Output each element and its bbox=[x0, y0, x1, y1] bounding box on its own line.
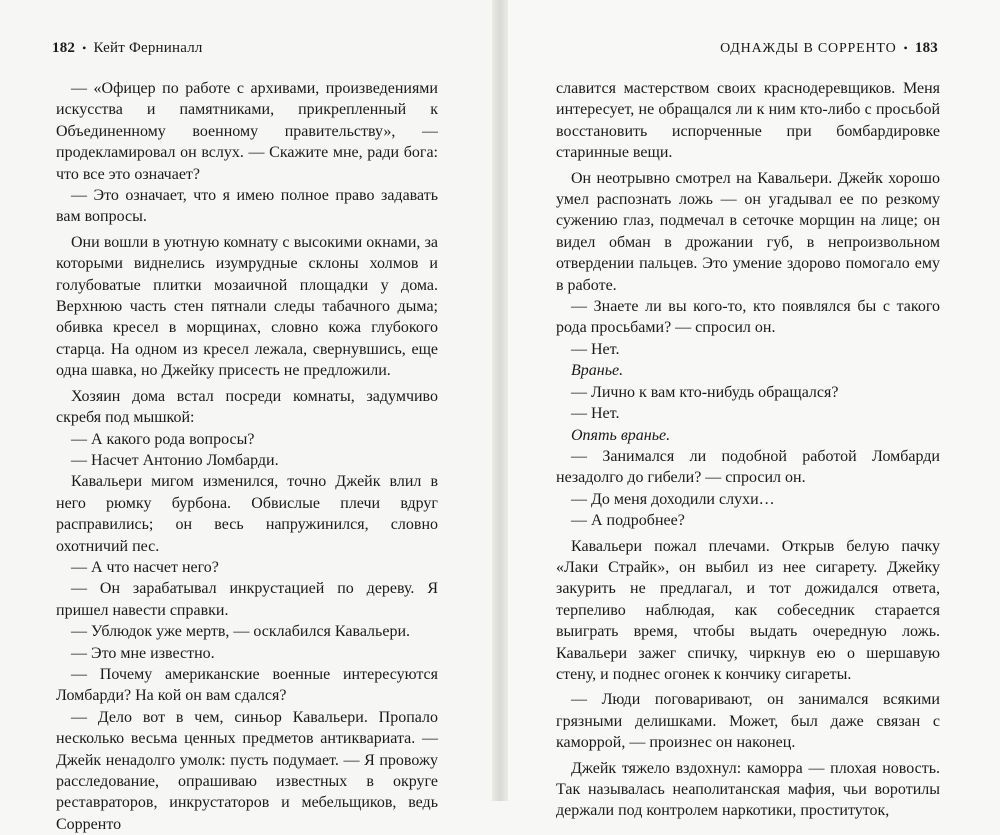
paragraph: Кавальери пожал плечами. Открыв белую пачку «Лаки Страйк», он выбил из нее сигарету. Джейку закурить не предлагал, и тот дожидался ответа, терпеливо наблюдая, как собеседник старается выиграть время, чтобы выдать очередную ложь. Кавальери зажег спичку, чиркнув ею о шершавую стену, и поднес огонек к кончику сигареты. bbox=[556, 537, 940, 683]
paragraph: — Занимался ли подобной работой Ломбарди незадолго до гибели? — спросил он. bbox=[556, 447, 940, 487]
paragraph: — Это мне известно. bbox=[71, 644, 215, 662]
paragraph: Он неотрывно смотрел на Кавальери. Джейк хорошо умел распознать ложь — он угадывал ее по резкому сужению глаз, подмечал в сеточке морщин на лице; он видел обман в дрожании губ, в непроизвольном отвердении пальцев. Это умение здорово помогало ему в работе. bbox=[556, 169, 940, 294]
right-page bbox=[508, 0, 1000, 820]
paragraph: — А подробнее? bbox=[571, 512, 685, 530]
paragraph: — А какого рода вопросы? bbox=[71, 430, 255, 448]
paragraph: — Нет. bbox=[571, 405, 620, 423]
paragraph: — Это означает, что я имею полное право задавать вам вопросы. bbox=[56, 187, 438, 226]
paragraph: Опять вранье. bbox=[571, 426, 671, 444]
paragraph: — Люди поговаривают, он занимался всякими грязными делишками. Может, был даже связан с каморрой, — произнес он наконец. bbox=[556, 691, 940, 752]
paragraph: Вранье. bbox=[571, 362, 624, 380]
paragraph: Они вошли в уютную комнату с высокими окнами, за которыми виднелись изумрудные склоны холмов и голубоватые плитки мозаичной площадки у дома. Верхнюю часть стен пятнали следы табачного дыма; обивка кресел в морщинах, словно кожа глубокого старца. На одном из кресел лежала, свернувшись, еще одна шавка, но Джейку присесть не предложили. bbox=[56, 233, 438, 380]
paragraph: — «Офицер по работе с архивами, произведениями искусства и памятниками, прикрепленный к Объединенному военному правительству», — продекламировал он вслух. — Скажите мне, ради бога: что все это означает? bbox=[56, 80, 438, 183]
paragraph: — Он зарабатывал инкрустацией по дереву. Я пришел навести справки. bbox=[56, 580, 438, 619]
header-separator: • bbox=[903, 41, 908, 55]
paragraph: — Нет. bbox=[571, 340, 620, 358]
paragraph: — Лично к вам кто-нибудь обращался? bbox=[571, 383, 839, 401]
left-page-number: 182 bbox=[52, 40, 76, 56]
header-separator: • bbox=[82, 41, 87, 55]
right-page-text bbox=[556, 78, 940, 822]
right-running-title: ОДНАЖДЫ В СОРРЕНТО bbox=[720, 41, 897, 56]
paragraph: — Насчет Антонио Ломбарди. bbox=[71, 451, 279, 469]
right-page-number: 183 bbox=[914, 40, 938, 56]
right-page-header bbox=[720, 40, 938, 57]
paragraph: славится мастерством своих краснодеревщиков. Меня интересует, не обращался ли к ним кто-либо с просьбой восстановить испорченные при бомбардировке старинные вещи. bbox=[556, 80, 940, 162]
paragraph: Кавальери мигом изменился, точно Джейк влил в него рюмку бурбона. Обвислые плечи вдруг расправились; он весь напружинился, словно охотничий пес. bbox=[56, 473, 438, 555]
paragraph: — Знаете ли вы кого-то, кто появлялся бы с такого рода просьбами? — спросил он. bbox=[556, 298, 940, 337]
paragraph: — А что насчет него? bbox=[71, 558, 219, 576]
book-gutter bbox=[492, 0, 508, 801]
left-page bbox=[0, 0, 492, 833]
left-page-header bbox=[52, 40, 203, 57]
paragraph: — Ублюдок уже мертв, — осклабился Кавальери. bbox=[71, 623, 410, 641]
paragraph: — Дело вот в чем, синьор Кавальери. Пропало несколько весьма ценных предметов антиквариата. — Джейк ненадолго умолк: пусть подумает. — Я провожу расследование, опрашиваю известных в округе реставраторов, инкрустаторов и мебельщиков, ведь Сорренто bbox=[56, 708, 438, 833]
paragraph: — До меня доходили слухи… bbox=[571, 490, 775, 508]
left-page-text bbox=[56, 78, 438, 835]
paragraph: Джейк тяжело вздохнул: каморра — плохая новость. Так называлась неаполитанская мафия, чьи воротилы держали под контролем наркотики, проституток, bbox=[556, 759, 940, 820]
left-running-title: Кейт Ферниналл bbox=[93, 40, 203, 56]
paragraph: Хозяин дома встал посреди комнаты, задумчиво скребя под мышкой: bbox=[56, 387, 438, 427]
paragraph: — Почему американские военные интересуются Ломбарди? На кой он вам сдался? bbox=[56, 665, 438, 705]
